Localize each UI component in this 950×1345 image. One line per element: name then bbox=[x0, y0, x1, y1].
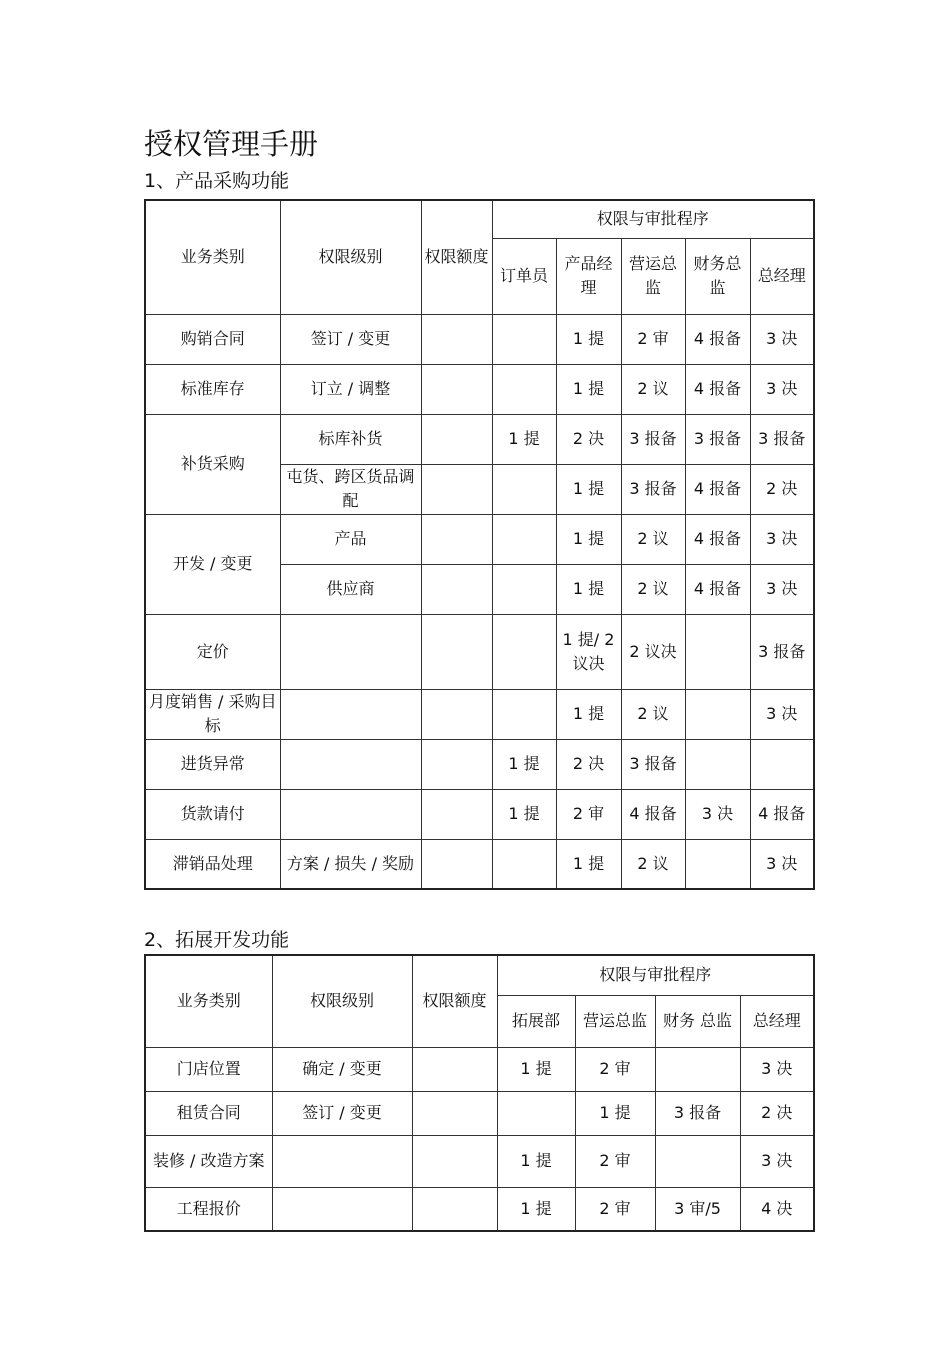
header-level: 权限级别 bbox=[272, 955, 412, 1047]
amount-cell bbox=[412, 1135, 497, 1187]
step-cell: 1 提 bbox=[492, 789, 556, 839]
table-row bbox=[145, 414, 814, 464]
step-cell bbox=[492, 689, 556, 739]
step-cell: 1 提 bbox=[556, 839, 621, 889]
category-cell: 工程报价 bbox=[145, 1187, 272, 1231]
level-cell: 供应商 bbox=[280, 564, 421, 614]
level-cell bbox=[280, 789, 421, 839]
level-cell: 确定 / 变更 bbox=[272, 1047, 412, 1091]
step-cell: 1 提 bbox=[556, 364, 621, 414]
table-row bbox=[145, 789, 814, 839]
level-cell bbox=[272, 1135, 412, 1187]
step-cell: 3 审/5 bbox=[655, 1187, 740, 1231]
amount-cell bbox=[421, 789, 492, 839]
header-category: 业务类别 bbox=[145, 200, 280, 314]
category-cell: 定价 bbox=[145, 614, 280, 689]
amount-cell bbox=[421, 689, 492, 739]
level-cell bbox=[280, 614, 421, 689]
step-cell: 2 议决 bbox=[621, 614, 685, 689]
step-cell: 2 决 bbox=[740, 1091, 814, 1135]
step-cell: 3 决 bbox=[685, 789, 750, 839]
category-cell: 开发 / 变更 bbox=[145, 514, 280, 614]
header-amount: 权限额度 bbox=[421, 200, 492, 314]
document-title: 授权管理手册 bbox=[144, 127, 319, 161]
amount-cell bbox=[412, 1047, 497, 1091]
header-category: 业务类别 bbox=[145, 955, 272, 1047]
header-role: 产品经理 bbox=[556, 238, 621, 314]
level-cell: 订立 / 调整 bbox=[280, 364, 421, 414]
header-role: 财务 总监 bbox=[655, 995, 740, 1047]
step-cell: 2 议 bbox=[621, 364, 685, 414]
step-cell: 4 报备 bbox=[685, 514, 750, 564]
procurement-authority-table bbox=[144, 199, 815, 890]
step-cell: 2 议 bbox=[621, 514, 685, 564]
category-cell: 滞销品处理 bbox=[145, 839, 280, 889]
step-cell: 2 审 bbox=[621, 314, 685, 364]
step-cell: 1 提 bbox=[492, 414, 556, 464]
amount-cell bbox=[421, 414, 492, 464]
header-role: 总经理 bbox=[750, 238, 814, 314]
category-cell: 货款请付 bbox=[145, 789, 280, 839]
step-cell: 2 议 bbox=[621, 689, 685, 739]
step-cell: 3 决 bbox=[750, 689, 814, 739]
table-row bbox=[145, 1091, 814, 1135]
step-cell: 4 报备 bbox=[750, 789, 814, 839]
step-cell: 1 提 bbox=[497, 1047, 575, 1091]
step-cell: 4 报备 bbox=[685, 564, 750, 614]
step-cell: 2 审 bbox=[575, 1187, 655, 1231]
table-row bbox=[145, 839, 814, 889]
table-row bbox=[145, 1135, 814, 1187]
category-cell: 购销合同 bbox=[145, 314, 280, 364]
table-row bbox=[145, 1047, 814, 1091]
section-2-heading: 2、拓展开发功能 bbox=[144, 929, 290, 951]
step-cell bbox=[685, 839, 750, 889]
amount-cell bbox=[421, 364, 492, 414]
category-cell: 补货采购 bbox=[145, 414, 280, 514]
section-1-heading: 1、产品采购功能 bbox=[144, 170, 290, 192]
step-cell: 3 报备 bbox=[621, 464, 685, 514]
category-cell: 进货异常 bbox=[145, 739, 280, 789]
step-cell: 2 审 bbox=[556, 789, 621, 839]
amount-cell bbox=[412, 1187, 497, 1231]
step-cell: 3 决 bbox=[750, 364, 814, 414]
step-cell: 2 议 bbox=[621, 839, 685, 889]
expansion-authority-table bbox=[144, 954, 815, 1232]
step-cell bbox=[492, 514, 556, 564]
table-row bbox=[145, 614, 814, 689]
step-cell: 2 审 bbox=[575, 1047, 655, 1091]
step-cell: 4 报备 bbox=[685, 314, 750, 364]
step-cell: 3 报备 bbox=[621, 739, 685, 789]
step-cell: 3 决 bbox=[740, 1135, 814, 1187]
amount-cell bbox=[421, 739, 492, 789]
header-role: 拓展部 bbox=[497, 995, 575, 1047]
step-cell: 1 提/ 2 议决 bbox=[556, 614, 621, 689]
step-cell: 1 提 bbox=[556, 564, 621, 614]
amount-cell bbox=[412, 1091, 497, 1135]
amount-cell bbox=[421, 839, 492, 889]
step-cell: 2 议 bbox=[621, 564, 685, 614]
step-cell: 3 决 bbox=[750, 839, 814, 889]
header-approval: 权限与审批程序 bbox=[497, 955, 814, 995]
level-cell bbox=[272, 1187, 412, 1231]
step-cell bbox=[685, 689, 750, 739]
step-cell: 2 审 bbox=[575, 1135, 655, 1187]
step-cell: 4 决 bbox=[740, 1187, 814, 1231]
step-cell bbox=[492, 839, 556, 889]
level-cell: 产品 bbox=[280, 514, 421, 564]
header-level: 权限级别 bbox=[280, 200, 421, 314]
category-cell: 租赁合同 bbox=[145, 1091, 272, 1135]
step-cell bbox=[492, 314, 556, 364]
header-role: 财务总监 bbox=[685, 238, 750, 314]
step-cell: 3 决 bbox=[750, 514, 814, 564]
step-cell: 3 决 bbox=[740, 1047, 814, 1091]
step-cell: 3 报备 bbox=[685, 414, 750, 464]
step-cell: 1 提 bbox=[492, 739, 556, 789]
step-cell: 1 提 bbox=[497, 1187, 575, 1231]
level-cell bbox=[280, 739, 421, 789]
step-cell: 3 报备 bbox=[655, 1091, 740, 1135]
step-cell bbox=[655, 1047, 740, 1091]
step-cell: 2 决 bbox=[750, 464, 814, 514]
step-cell bbox=[492, 614, 556, 689]
amount-cell bbox=[421, 514, 492, 564]
step-cell: 3 决 bbox=[750, 564, 814, 614]
category-cell: 月度销售 / 采购目标 bbox=[145, 689, 280, 739]
table-row bbox=[145, 514, 814, 564]
step-cell bbox=[750, 739, 814, 789]
step-cell: 3 报备 bbox=[750, 414, 814, 464]
header-amount: 权限额度 bbox=[412, 955, 497, 1047]
header-role: 营运总监 bbox=[575, 995, 655, 1047]
category-cell: 门店位置 bbox=[145, 1047, 272, 1091]
header-approval: 权限与审批程序 bbox=[492, 200, 814, 238]
step-cell: 3 决 bbox=[750, 314, 814, 364]
step-cell bbox=[492, 564, 556, 614]
step-cell: 1 提 bbox=[575, 1091, 655, 1135]
step-cell: 1 提 bbox=[556, 314, 621, 364]
header-role: 订单员 bbox=[492, 238, 556, 314]
step-cell: 3 报备 bbox=[621, 414, 685, 464]
step-cell bbox=[492, 364, 556, 414]
level-cell: 签订 / 变更 bbox=[272, 1091, 412, 1135]
table-row bbox=[145, 689, 814, 739]
amount-cell bbox=[421, 464, 492, 514]
step-cell: 3 报备 bbox=[750, 614, 814, 689]
level-cell: 屯货、跨区货品调配 bbox=[280, 464, 421, 514]
step-cell: 1 提 bbox=[497, 1135, 575, 1187]
level-cell bbox=[280, 689, 421, 739]
amount-cell bbox=[421, 564, 492, 614]
step-cell bbox=[655, 1135, 740, 1187]
step-cell bbox=[497, 1091, 575, 1135]
header-role: 总经理 bbox=[740, 995, 814, 1047]
step-cell: 2 决 bbox=[556, 739, 621, 789]
step-cell: 4 报备 bbox=[685, 464, 750, 514]
step-cell: 1 提 bbox=[556, 689, 621, 739]
category-cell: 标准库存 bbox=[145, 364, 280, 414]
category-cell: 装修 / 改造方案 bbox=[145, 1135, 272, 1187]
amount-cell bbox=[421, 314, 492, 364]
step-cell: 4 报备 bbox=[685, 364, 750, 414]
level-cell: 签订 / 变更 bbox=[280, 314, 421, 364]
step-cell bbox=[685, 739, 750, 789]
header-role: 营运总监 bbox=[621, 238, 685, 314]
step-cell: 2 决 bbox=[556, 414, 621, 464]
step-cell bbox=[492, 464, 556, 514]
table-row bbox=[145, 314, 814, 364]
step-cell bbox=[685, 614, 750, 689]
step-cell: 4 报备 bbox=[621, 789, 685, 839]
amount-cell bbox=[421, 614, 492, 689]
level-cell: 方案 / 损失 / 奖励 bbox=[280, 839, 421, 889]
table-row bbox=[145, 739, 814, 789]
level-cell: 标库补货 bbox=[280, 414, 421, 464]
step-cell: 1 提 bbox=[556, 514, 621, 564]
table-row bbox=[145, 364, 814, 414]
step-cell: 1 提 bbox=[556, 464, 621, 514]
table-row bbox=[145, 1187, 814, 1231]
